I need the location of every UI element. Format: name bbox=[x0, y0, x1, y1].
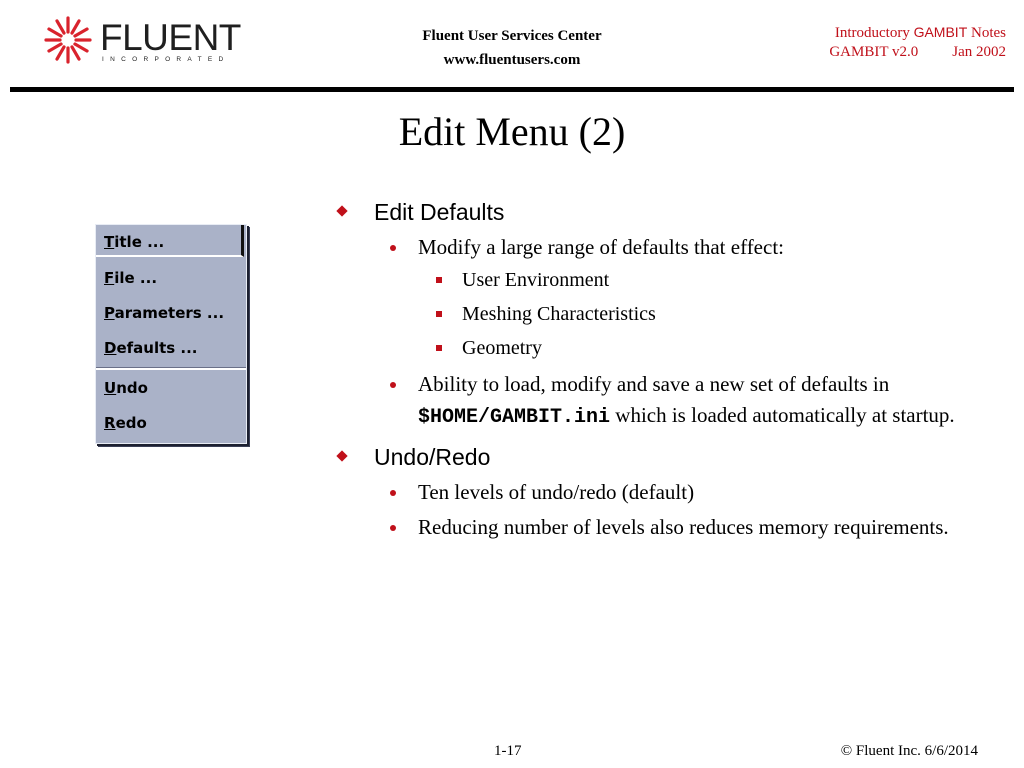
menu-item-title-label: itle ... bbox=[114, 233, 165, 251]
menu-item-parameters[interactable] bbox=[96, 296, 246, 330]
header-center-title: Fluent User Services Center bbox=[422, 28, 602, 44]
sub-bullet bbox=[336, 369, 988, 433]
bullet-undo-redo bbox=[336, 441, 986, 473]
menu-item-redo-label: edo bbox=[115, 414, 147, 432]
dot-bullet-icon bbox=[390, 490, 396, 496]
sunburst-logo-icon bbox=[44, 16, 92, 64]
header-version: GAMBIT v2.0 bbox=[829, 44, 919, 60]
sub-bullet-text-pre: Ability to load, modify and save a new set of defaults in bbox=[418, 372, 890, 396]
menu-item-defaults[interactable] bbox=[96, 331, 246, 365]
diamond-bullet-icon bbox=[336, 205, 347, 216]
menu-item-file-mnemonic: F bbox=[104, 269, 115, 287]
menu-separator bbox=[96, 367, 246, 370]
square-bullet-icon bbox=[436, 277, 442, 283]
sub-sub-bullet bbox=[336, 297, 986, 331]
header-center bbox=[372, 24, 652, 72]
square-bullet-icon bbox=[436, 345, 442, 351]
bullet-edit-defaults bbox=[336, 196, 986, 228]
header-intro: Introductory bbox=[834, 25, 910, 41]
logo-wordmark: FLUENT bbox=[100, 17, 241, 58]
sub-bullet-text-post: which is loaded automatically at startup. bbox=[610, 403, 955, 427]
menu-item-defaults-label: efaults ... bbox=[116, 339, 198, 357]
slide-title: Edit Menu (2) bbox=[398, 109, 626, 154]
header-notes: Notes bbox=[971, 25, 1006, 41]
bullet-text: Edit Defaults bbox=[374, 199, 505, 225]
menu-item-redo-mnemonic: R bbox=[104, 414, 116, 432]
menu-item-file[interactable] bbox=[96, 261, 246, 295]
menu-item-file-label: ile ... bbox=[114, 269, 158, 287]
config-path: $HOME/GAMBIT.ini bbox=[418, 406, 611, 429]
square-bullet-icon bbox=[436, 311, 442, 317]
logo-subtitle: INCORPORATED bbox=[102, 56, 230, 63]
dot-bullet-icon bbox=[390, 382, 396, 388]
sub-bullet-text: Ten levels of undo/redo (default) bbox=[418, 480, 695, 504]
menu-item-parameters-mnemonic: P bbox=[104, 304, 115, 322]
header-center-url: www.fluentusers.com bbox=[443, 52, 581, 68]
sub-bullet bbox=[336, 477, 986, 508]
menu-item-undo-label: ndo bbox=[116, 379, 148, 397]
copyright: © Fluent Inc. 6/6/2014 bbox=[840, 743, 978, 759]
bullet-list bbox=[336, 196, 986, 543]
edit-menu-widget bbox=[95, 224, 247, 444]
menu-item-parameters-label: arameters ... bbox=[114, 304, 225, 322]
header-right-line1 bbox=[766, 23, 1006, 43]
sub-sub-bullet bbox=[336, 263, 986, 297]
header-right-line2 bbox=[766, 43, 1006, 62]
sub-sub-bullet bbox=[336, 331, 986, 365]
fluent-logo bbox=[44, 16, 241, 68]
sub-sub-bullet-text: Geometry bbox=[462, 337, 542, 359]
sub-sub-bullet-text: User Environment bbox=[462, 269, 610, 291]
sub-bullet-text: Reducing number of levels also reduces memory requirements. bbox=[418, 515, 949, 539]
dot-bullet-icon bbox=[390, 525, 396, 531]
menu-item-redo[interactable] bbox=[96, 406, 246, 440]
header-divider bbox=[10, 87, 1014, 92]
sub-bullet bbox=[336, 232, 986, 263]
diamond-bullet-icon bbox=[336, 450, 347, 461]
menu-item-title[interactable] bbox=[96, 225, 246, 259]
menu-item-undo-mnemonic: U bbox=[104, 379, 117, 397]
bullet-text: Undo/Redo bbox=[374, 444, 491, 470]
menu-item-undo[interactable] bbox=[96, 371, 246, 405]
menu-item-defaults-mnemonic: D bbox=[104, 339, 117, 357]
sub-sub-bullet-text: Meshing Characteristics bbox=[462, 303, 656, 325]
menu-item-title-mnemonic: T bbox=[104, 233, 115, 251]
page-number: 1-17 bbox=[494, 743, 522, 759]
header-date: Jan 2002 bbox=[952, 44, 1006, 60]
sub-bullet-text: Modify a large range of defaults that effect: bbox=[418, 235, 784, 259]
dot-bullet-icon bbox=[390, 245, 396, 251]
sub-bullet bbox=[336, 512, 998, 543]
header-gambit: GAMBIT bbox=[913, 24, 968, 40]
header-right bbox=[766, 23, 1006, 62]
